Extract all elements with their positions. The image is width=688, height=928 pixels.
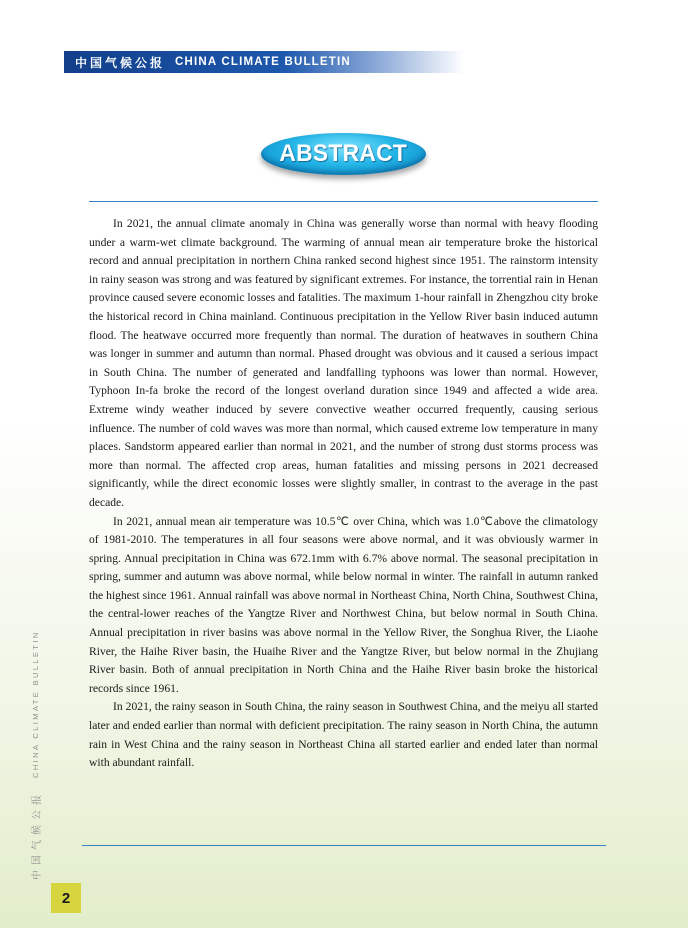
- abstract-badge: [261, 133, 426, 175]
- header-cn-title: 中国气候公报: [75, 55, 166, 70]
- side-en-title: CHINA CLIMATE BULLETIN: [31, 630, 40, 778]
- paragraph-2: In 2021, annual mean air temperature was 10.5℃ over China, which was 1.0℃above the climatology of 1981-2010. The temperatures in all four seasons were above normal, and it was obviously warmer in spring. Annual precipitation in China was 672.1mm with 6.7% above normal. The seasonal precipitation in spring, summer and autumn was above normal, while below normal in winter. The rainfall in autumn ranked the highest since 1961. Annual rainfall was above normal in Northeast China, North China, Southwest China, the central-lower reaches of the Yangtze River and Northwest China, but below normal in South China. Annual precipitation in river basins was above normal in the Yellow River, the Songhua River, the Liaohe River, the Haihe River basin, the Huaihe River and the Yangtze River, but below normal in the Zhujiang River basin. Both of annual precipitation in North China and the Haihe River basin broke the historical records since 1961.: [89, 514, 598, 695]
- abstract-body: [89, 215, 598, 773]
- paragraph-3: In 2021, the rainy season in South China, the rainy season in Southwest China, and the meiyu all started later and ended earlier than normal with deficient precipitation. The rainy season in North China, the autumn rain in West China and the rainy season in Northeast China all started earlier and ended later than normal with abundant rainfall.: [89, 700, 598, 770]
- top-divider: [89, 201, 598, 202]
- abstract-heading: ABSTRACT: [279, 140, 408, 167]
- bottom-divider: [82, 845, 606, 846]
- header-banner: [64, 51, 464, 73]
- side-running-title: [28, 630, 48, 900]
- paragraph-1: In 2021, the annual climate anomaly in China was generally worse than normal with heavy flooding under a warm-wet climate background. The warming of annual mean air temperature broke the historical record and annual precipitation in northern China ranked second highest since 1951. The rainstorm intensity in rainy season was strong and was featured by significant extremes. For instance, the torrential rain in Henan province caused severe economic losses and fatalities. The maximum 1-hour rainfall in Zhengzhou city broke the historical record in China mainland. Continuous precipitation in the Yellow River basin induced autumn flood. The heatwave occurred more frequently than normal. The duration of heatwaves in southern China was longer in summer and autumn than normal. Phased drought was obvious and it caused a serious impact in South China. The number of generated and landfalling typhoons was lower than normal. However, Typhoon In-fa broke the record of the longest overland duration since 1949 and affected a wide area. Extreme windy weather induced by severe convective weather occurred frequently, causing serious influence. The number of cold waves was more than normal, which caused extreme low temperature in many places. Sandstorm appeared earlier than normal in 2021, and the number of strong dust storms process was more than normal. The affected crop areas, human fatalities and missing persons in 2021 decreased significantly, while the direct economic losses were slightly smaller, in contrast to the average in the past decade.: [89, 217, 599, 509]
- page-number: 2: [51, 883, 81, 913]
- header-en-title: CHINA CLIMATE BULLETIN: [175, 56, 351, 68]
- side-cn-title: 中国气候公报: [32, 790, 43, 880]
